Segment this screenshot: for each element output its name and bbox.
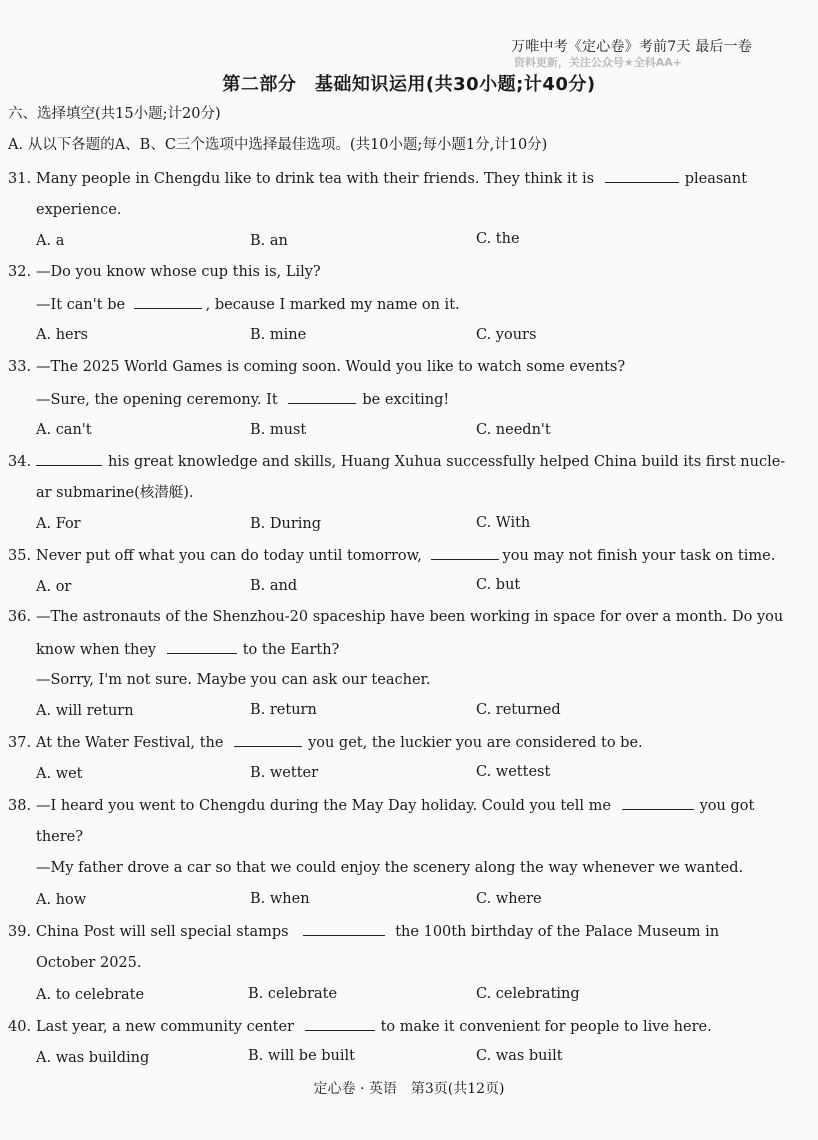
answer-blank [234,732,302,747]
question-number: 38. [8,798,32,814]
question-36-cont [36,639,756,660]
answer-blank [36,451,102,466]
question-text: know when they [36,642,157,658]
option-b: B. return [250,702,317,718]
option-c: C. With [476,515,531,531]
question-text: you get, the luckier you are considered to be. [308,735,643,751]
question-number: 33. [8,359,32,375]
question-33-cont [36,389,756,410]
option-c: C. celebrating [476,986,580,1002]
question-text: Last year, a new community center [36,1019,294,1035]
option-c: C. was built [476,1048,563,1064]
question-33 [8,357,756,377]
question-text: you got [699,798,755,814]
watermark: 资料更新，关注公众号★全科AA+ [513,56,682,69]
option-c: C. yours [476,327,537,343]
option-a: A. or [36,579,72,595]
question-32 [8,262,756,282]
question-40 [8,1016,756,1037]
section-title: 六、选择填空(共15小题;计20分) [8,106,221,122]
option-a: A. will return [36,703,134,719]
option-a: A. a [36,233,65,249]
option-b: B. will be built [248,1048,356,1064]
option-a: A. can't [36,422,92,438]
question-32-cont [36,294,756,315]
option-a: A. hers [36,327,88,343]
question-31 [8,168,756,189]
option-c: C. the [476,231,520,247]
answer-blank [622,795,694,810]
question-text: —It can't be [36,297,126,313]
option-b: B. when [250,891,310,907]
question-text: China Post will sell special stamps [36,924,289,940]
question-number: 36. [8,609,32,625]
question-number: 34. [8,454,32,470]
question-39-cont: October 2025. [36,955,142,971]
question-text: to the Earth? [242,642,340,658]
answer-blank [134,294,202,309]
question-31-cont: experience. [36,202,122,218]
option-c: C. returned [476,702,561,718]
option-b: B. an [250,233,288,249]
question-number: 31. [8,171,32,187]
question-number: 32. [8,264,32,280]
option-a: A. to celebrate [36,987,145,1003]
question-35 [8,545,776,566]
question-text: —Sure, the opening ceremony. It [36,392,278,408]
option-a: A. how [36,892,87,908]
question-text: At the Water Festival, the [36,735,224,751]
option-c: C. needn't [476,422,551,438]
option-a: A. was building [36,1050,150,1066]
option-a: A. For [36,516,81,532]
answer-blank [605,168,679,183]
question-text: —The 2025 World Games is coming soon. Would you like to watch some events? [36,359,626,375]
option-c: C. where [476,891,542,907]
option-b: B. and [250,578,298,594]
answer-blank [431,545,499,560]
question-text: to make it convenient for people to live here. [380,1019,712,1035]
question-text: , because I marked my name on it. [205,297,460,313]
option-b: B. wetter [250,765,319,781]
option-c: C. wettest [476,764,551,780]
answer-blank [305,1016,375,1031]
question-text: —The astronauts of the Shenzhou-20 spaceship have been working in space for over a month. Do you [36,609,784,625]
question-text: —Do you know whose cup this is, Lily? [36,264,321,280]
question-38 [8,795,756,816]
question-38-reply: —My father drove a car so that we could enjoy the scenery along the way whenever we wanted. [36,860,744,876]
question-number: 40. [8,1019,32,1035]
part-title: 第二部分 基础知识运用(共30小题;计40分) [222,74,596,95]
question-text: the 100th birthday of the Palace Museum in [395,924,720,940]
question-34-cont: ar submarine(核潜艇). [36,485,194,501]
question-text: be exciting! [362,392,450,408]
question-39 [8,921,756,942]
question-37 [8,732,756,753]
question-number: 35. [8,548,32,564]
option-b: B. celebrate [248,986,338,1002]
question-text: —I heard you went to Chengdu during the May Day holiday. Could you tell me [36,798,611,814]
question-text: you may not finish your task on time. [502,548,776,564]
question-text: Never put off what you can do today until tomorrow, [36,548,422,564]
option-b: B. must [250,422,307,438]
page-footer: 定心卷 · 英语 第3页(共12页) [313,1081,505,1097]
question-38-cont: there? [36,829,84,845]
question-36-reply: —Sorry, I'm not sure. Maybe you can ask our teacher. [36,672,431,688]
question-number: 39. [8,924,32,940]
answer-blank [167,639,237,654]
option-b: B. During [250,516,322,532]
exam-header: 万唯中考《定心卷》考前7天 最后一卷 [511,39,752,55]
option-a: A. wet [36,766,83,782]
question-text: Many people in Chengdu like to drink tea with their friends. They think it is [36,171,595,187]
question-text: his great knowledge and skills, Huang Xuhua successfully helped China build its first nucle- [108,454,786,470]
question-text: pleasant [684,171,748,187]
question-36 [8,607,784,627]
option-c: C. but [476,577,521,593]
answer-blank [303,921,385,936]
option-b: B. mine [250,327,307,343]
subsection-title: A. 从以下各题的A、B、C三个选项中选择最佳选项。(共10小题;每小题1分,计10分) [8,137,548,153]
question-number: 37. [8,735,32,751]
answer-blank [288,389,356,404]
question-34 [8,451,786,472]
